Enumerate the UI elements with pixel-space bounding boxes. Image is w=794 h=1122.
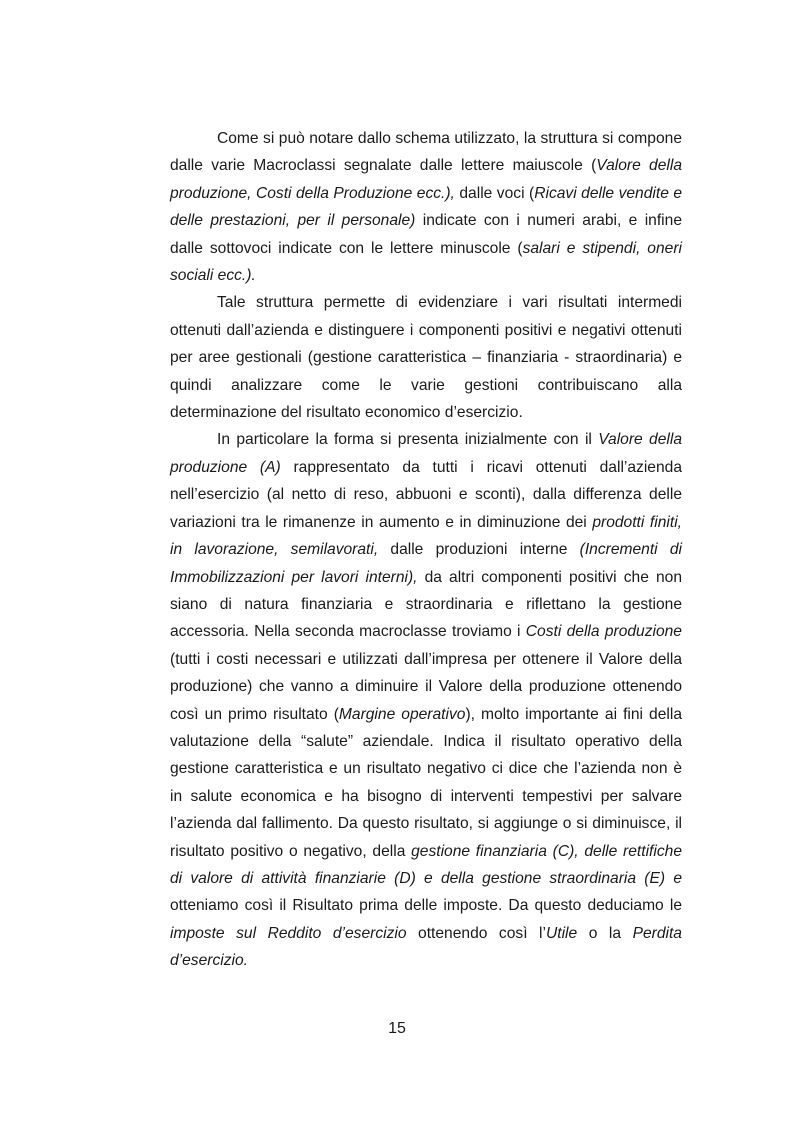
italic-run: Valore della produzione, Costi della Produzione ecc.), — [170, 157, 682, 202]
text-run: Tale struttura permette di evidenziare i vari risultati intermedi ottenuti dall’azienda e distinguere i componenti positivi e negativi ottenuti per aree gestionali (gestione caratteristica – finanziaria - straordinaria) e quindi analizzare come le varie gestioni contribuiscano alla determinazione del risultato economico d’esercizio. — [170, 294, 682, 422]
text-run: dalle voci ( — [454, 184, 535, 202]
text-run: In particolare la forma si presenta inizialmente con il — [217, 431, 599, 449]
italic-run: Utile — [545, 924, 578, 942]
text-run: ottenendo così l’ — [406, 924, 546, 942]
italic-run: (Incrementi di Immobilizzazioni per lavori interni), — [170, 541, 682, 586]
text-run: da altri componenti positivi che non siano di natura finanziaria e straordinaria e riflettano la gestione accessoria. Nella seconda macroclasse troviamo i — [170, 568, 682, 641]
italic-run: Valore della produzione (A) — [170, 431, 683, 476]
paragraph — [170, 426, 682, 974]
italic-run: gestione finanziaria (C), delle rettifiche di valore di attività finanziarie (D) e della gestione straordinaria (E) e — [170, 842, 682, 887]
italic-run: Margine operativo — [338, 705, 466, 723]
italic-run: imposte sul Reddito d’esercizio — [170, 924, 407, 942]
italic-run: Ricavi delle vendite e delle prestazioni, per il personale) — [170, 184, 683, 230]
page-number: 15 — [388, 1020, 406, 1037]
italic-run: salari e stipendi, oneri sociali ecc.). — [170, 239, 682, 285]
text-run: o la — [577, 924, 633, 942]
body-text — [170, 125, 682, 975]
italic-run: prodotti finiti, in lavorazione, semilavorati, — [170, 513, 682, 559]
text-run: ), molto importante ai fini della valutazione della “salute” aziendale. Indica il risultato operativo della gestione caratteristica e un risultato negativo ci dice che l’azienda non è in salute economica e ha bisogno di interventi tempestivi per salvare l’azienda dal fallimento. Da questo risultato, si aggiunge o si diminuisce, il risultato positivo o negativo, della — [170, 705, 682, 860]
paragraph — [170, 125, 682, 289]
text-run: dalle produzioni interne — [378, 541, 580, 559]
paragraph — [170, 289, 682, 426]
text-run: indicate con i numeri arabi, e infine dalle sottovoci indicate con le lettere minuscole ( — [170, 212, 682, 257]
italic-run: Costi della produzione — [525, 623, 682, 641]
text-run: Come si può notare dallo schema utilizzato, la struttura si compone dalle varie Macroclassi segnalate dalle lettere maiuscole ( — [170, 130, 682, 175]
text-run: rappresentato da tutti i ricavi ottenuti dall’azienda nell’esercizio (al netto di reso, abbuoni e sconti), dalla differenza delle variazioni tra le rimanenze in aumento e in diminuzione dei — [170, 458, 683, 531]
text-run: (tutti i costi necessari e utilizzati dall’impresa per ottenere il Valore della produzione) che vanno a diminuire il Valore della produzione ottenendo così un primo risultato ( — [170, 650, 682, 723]
italic-run: Perdita d’esercizio. — [170, 924, 682, 970]
text-run: otteniamo così il Risultato prima delle imposte. Da questo deduciamo le — [170, 897, 682, 915]
